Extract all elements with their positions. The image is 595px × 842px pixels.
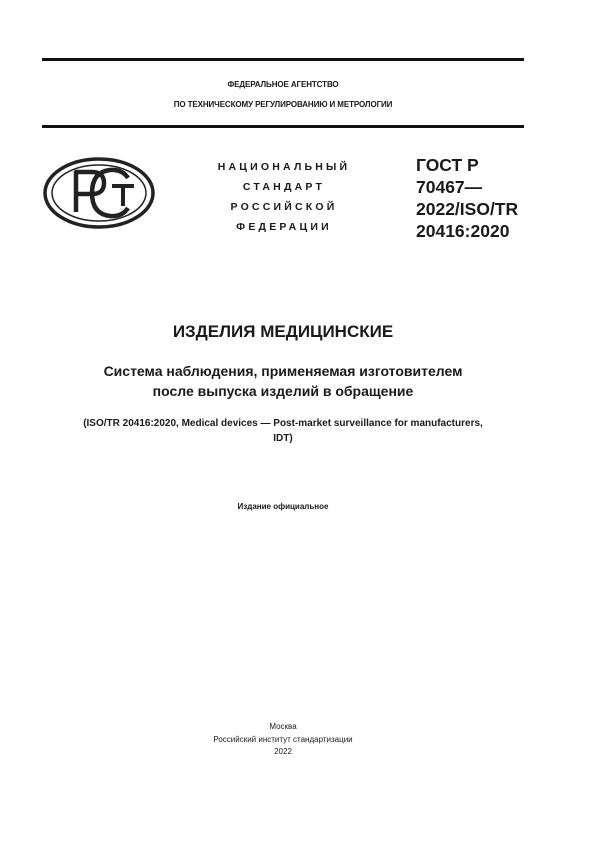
standard-type-line-3: РОССИЙСКОЙ [230,201,338,213]
document-title: ИЗДЕЛИЯ МЕДИЦИНСКИЕ [172,322,394,341]
original-line-2: IDT) [273,433,293,444]
designation-line-2: 70467— [416,177,483,197]
standard-type-line-2: СТАНДАРТ [242,181,326,193]
original-line-1: (ISO/TR 20416:2020, Medical devices — Post-market surveillance for manufacturers, [83,418,483,429]
publication-info [42,721,524,759]
agency-line-1: ФЕДЕРАЛЬНОЕ АГЕНТСТВО [227,80,339,89]
publication-year: 2022 [274,747,292,756]
designation-line-3: 2022/ISO/TR [416,199,519,219]
designation-line-1: ГОСТ Р [416,155,479,175]
middle-rule [42,125,524,128]
standard-type-line-1: НАЦИОНАЛЬНЫЙ [217,161,351,173]
standard-type [206,157,362,237]
publisher-name: Российский институт стандартизации [213,734,353,744]
top-rule [42,58,524,61]
original-standard-reference [36,416,530,446]
standard-type-line-4: ФЕДЕРАЦИИ [236,221,332,233]
gost-r-logo-icon [42,156,156,230]
standard-designation [416,154,546,242]
subtitle-line-2: после выпуска изделий в обращение [152,383,414,399]
designation-line-4: 20416:2020 [416,221,510,241]
publication-city: Москва [269,722,297,731]
edition-note: Издание официальное [237,502,329,511]
subtitle-line-1: Система наблюдения, применяемая изготовителем [103,363,463,379]
agency-line-2: ПО ТЕХНИЧЕСКОМУ РЕГУЛИРОВАНИЮ И МЕТРОЛОГИИ [173,100,393,109]
document-subtitle [42,361,524,401]
